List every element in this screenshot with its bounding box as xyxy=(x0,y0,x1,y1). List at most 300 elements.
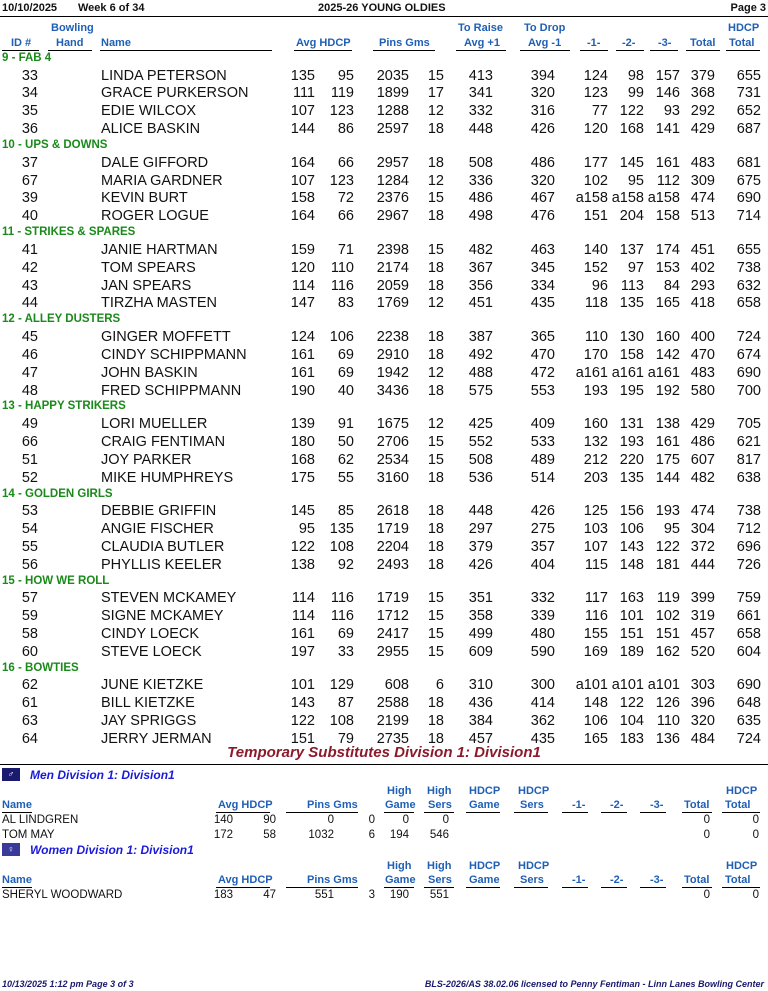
player-row xyxy=(0,383,768,401)
total-score: 474 xyxy=(690,190,715,207)
player-hdcp: 66 xyxy=(337,208,354,225)
game-3-score: 158 xyxy=(655,208,680,225)
player-row xyxy=(0,190,768,208)
player-hdcp: 123 xyxy=(329,172,354,189)
to-raise-value: 448 xyxy=(468,503,493,519)
player-hdcp: 95 xyxy=(337,67,354,84)
player-pins: 2035 xyxy=(376,67,409,84)
to-drop-value: 514 xyxy=(530,469,555,486)
player-name: JERRY JERMAN xyxy=(101,730,212,747)
substitutes-title: Temporary Substitutes Division 1: Division1 xyxy=(227,744,541,761)
game-3-score: 161 xyxy=(655,433,680,450)
hdcp-total-score: 696 xyxy=(736,538,761,555)
player-pins: 2493 xyxy=(376,556,409,573)
game-1-score: 117 xyxy=(584,590,608,607)
player-avg: 143 xyxy=(290,695,315,712)
header-rule xyxy=(286,812,358,813)
player-id: 64 xyxy=(21,730,38,747)
hdcp-total-score: 690 xyxy=(736,677,761,694)
hdcp-total-score: 658 xyxy=(736,295,761,312)
total-score: 292 xyxy=(690,103,715,120)
sub-games: 3 xyxy=(368,889,375,901)
player-id: 51 xyxy=(21,451,38,468)
player-hdcp: 92 xyxy=(337,556,354,573)
total-score: 303 xyxy=(690,677,715,694)
player-games: 18 xyxy=(427,730,444,747)
hdcp-total-score: 655 xyxy=(736,241,761,258)
player-row xyxy=(0,557,768,575)
player-hdcp: 66 xyxy=(337,154,354,171)
player-games: 15 xyxy=(427,643,444,660)
to-drop-value: 470 xyxy=(530,346,555,363)
header-rule xyxy=(424,812,454,813)
to-drop-value: 404 xyxy=(530,556,555,573)
hdcp-total-score: 648 xyxy=(736,695,761,712)
player-avg: 114 xyxy=(291,590,315,607)
game-2-score: a158 xyxy=(611,190,644,207)
game-3-score: 142 xyxy=(655,346,680,363)
player-pins: 2238 xyxy=(376,328,409,345)
hdcp-total-score: 661 xyxy=(736,608,761,624)
game-1-score: 203 xyxy=(583,469,608,486)
player-hdcp: 108 xyxy=(329,538,354,555)
player-id: 52 xyxy=(21,469,38,486)
col-sub-g2: -2- xyxy=(610,799,624,811)
game-2-score: 195 xyxy=(619,382,644,399)
player-row xyxy=(0,121,768,139)
total-score: 483 xyxy=(690,154,715,171)
game-2-score: 135 xyxy=(619,295,644,312)
to-drop-value: 463 xyxy=(530,241,555,258)
player-avg: 164 xyxy=(290,208,315,225)
player-id: 42 xyxy=(21,259,38,276)
game-1-score: 118 xyxy=(584,295,608,312)
player-avg: 95 xyxy=(298,520,315,537)
header-rule xyxy=(2,887,32,888)
sub-name: TOM MAY xyxy=(2,829,55,841)
player-pins: 2199 xyxy=(376,713,409,729)
to-raise-value: 492 xyxy=(468,346,493,363)
col-hdcp-3: HDCP xyxy=(726,785,758,797)
player-pins: 2735 xyxy=(376,730,409,747)
report-header xyxy=(0,0,768,17)
player-row xyxy=(0,295,768,313)
header-rule xyxy=(216,812,270,813)
player-pins: 1712 xyxy=(376,608,409,624)
player-avg: 161 xyxy=(290,346,315,363)
col-hdcp-1: HDCP xyxy=(469,785,501,797)
player-avg: 101 xyxy=(290,677,315,694)
col-hdcp-3: HDCP xyxy=(726,860,758,872)
player-name: CINDY LOECK xyxy=(101,625,200,642)
col-to-drop: To Drop xyxy=(524,22,566,34)
player-hdcp: 85 xyxy=(337,503,354,519)
to-drop-value: 365 xyxy=(530,328,555,345)
game-2-score: 183 xyxy=(619,730,644,747)
player-hdcp: 79 xyxy=(337,730,354,747)
col-to-raise: To Raise xyxy=(458,22,504,34)
to-raise-value: 488 xyxy=(468,364,493,381)
player-avg: 138 xyxy=(290,556,315,573)
player-pins: 2618 xyxy=(376,503,409,519)
team-header: 16 - BOWTIES xyxy=(2,661,79,674)
header-rule xyxy=(722,887,760,888)
player-avg: 122 xyxy=(290,713,315,729)
col-hdcp-game: Game xyxy=(469,874,500,886)
player-id: 46 xyxy=(21,346,38,363)
to-raise-value: 499 xyxy=(468,625,493,642)
sub-pins: 1032 xyxy=(308,829,334,841)
header-rule xyxy=(424,887,454,888)
player-pins: 1284 xyxy=(376,172,409,189)
total-score: 482 xyxy=(690,469,715,486)
player-id: 43 xyxy=(21,277,38,294)
total-score: 486 xyxy=(690,433,715,450)
player-row xyxy=(0,208,768,226)
game-2-score: 220 xyxy=(619,451,644,468)
player-pins: 2059 xyxy=(376,277,409,294)
player-hdcp: 40 xyxy=(337,382,354,399)
game-3-score: 141 xyxy=(655,121,680,138)
player-id: 61 xyxy=(21,695,38,712)
col-high-game: Game xyxy=(385,799,416,811)
header-rule xyxy=(682,887,712,888)
player-games: 12 xyxy=(427,364,444,381)
total-score: 320 xyxy=(690,713,715,729)
col-bowling: Bowling xyxy=(51,22,94,34)
to-raise-value: 508 xyxy=(468,154,493,171)
sub-games: 0 xyxy=(368,814,375,826)
to-raise-value: 358 xyxy=(468,608,493,624)
col-sub-total: Total xyxy=(684,799,710,811)
col-high-sers: Sers xyxy=(428,799,452,811)
game-2-score: 130 xyxy=(619,328,644,345)
to-drop-value: 409 xyxy=(530,415,555,432)
player-name: JAN SPEARS xyxy=(101,277,192,294)
player-hdcp: 55 xyxy=(337,469,354,486)
hdcp-total-score: 658 xyxy=(736,625,761,642)
player-row xyxy=(0,695,768,713)
game-3-score: 93 xyxy=(663,103,680,120)
total-score: 513 xyxy=(690,208,715,225)
col-total: Total xyxy=(690,37,716,49)
team-header: 12 - ALLEY DUSTERS xyxy=(2,313,121,326)
player-row xyxy=(0,539,768,557)
to-raise-value: 336 xyxy=(468,172,493,189)
player-avg: 161 xyxy=(290,364,315,381)
to-raise-value: 448 xyxy=(468,121,493,138)
game-1-score: 165 xyxy=(583,730,608,747)
game-2-score: 122 xyxy=(619,103,644,120)
league-title: 2025-26 YOUNG OLDIES xyxy=(318,2,446,14)
player-pins: 1675 xyxy=(376,415,409,432)
to-raise-value: 486 xyxy=(468,190,493,207)
player-hdcp: 69 xyxy=(337,346,354,363)
sub-avg: 183 xyxy=(213,889,233,901)
hdcp-total-score: 635 xyxy=(736,713,761,729)
to-drop-value: 362 xyxy=(530,713,555,729)
hdcp-total-score: 714 xyxy=(736,208,761,225)
game-2-score: a101 xyxy=(611,677,644,694)
col-game-3: -3- xyxy=(658,37,672,49)
game-3-score: 138 xyxy=(655,415,680,432)
hdcp-total-score: 738 xyxy=(736,259,761,276)
player-pins: 3160 xyxy=(376,469,409,486)
total-score: 418 xyxy=(690,295,715,312)
sub-high-sers: 546 xyxy=(429,829,449,841)
player-id: 67 xyxy=(21,172,38,189)
col-avg-minus: Avg -1 xyxy=(528,37,562,49)
player-hdcp: 91 xyxy=(337,415,354,432)
player-pins: 1769 xyxy=(376,295,409,312)
player-pins: 1899 xyxy=(376,85,409,102)
to-raise-value: 482 xyxy=(468,241,493,258)
header-rule xyxy=(466,812,500,813)
player-games: 18 xyxy=(427,469,444,486)
player-games: 15 xyxy=(427,67,444,84)
col-high-1: High xyxy=(387,860,412,872)
to-drop-value: 320 xyxy=(530,172,555,189)
player-name: PHYLLIS KEELER xyxy=(101,556,222,573)
hdcp-total-score: 731 xyxy=(736,85,761,102)
total-score: 309 xyxy=(690,172,715,189)
game-1-score: 212 xyxy=(583,451,608,468)
player-name: DEBBIE GRIFFIN xyxy=(101,503,217,519)
player-pins: 2597 xyxy=(376,121,409,138)
sub-high-sers: 0 xyxy=(442,814,449,826)
to-drop-value: 472 xyxy=(530,364,555,381)
col-hdcp-game: Game xyxy=(469,799,500,811)
player-games: 18 xyxy=(427,121,444,138)
hdcp-total-score: 759 xyxy=(736,590,761,607)
col-sub-g2: -2- xyxy=(610,874,624,886)
player-pins: 2174 xyxy=(376,259,409,276)
player-id: 39 xyxy=(21,190,38,207)
total-score: 304 xyxy=(690,520,715,537)
to-drop-value: 553 xyxy=(530,382,555,399)
sub-high-game: 190 xyxy=(389,889,409,901)
player-row xyxy=(0,677,768,695)
to-drop-value: 320 xyxy=(530,85,555,102)
col-name: Name xyxy=(101,37,131,49)
player-hdcp: 110 xyxy=(330,259,354,276)
sub-hdcp-total: 0 xyxy=(752,814,759,826)
game-2-score: 97 xyxy=(627,259,644,276)
player-hdcp: 116 xyxy=(330,608,354,624)
col-sub-hdcp-total: Total xyxy=(725,799,751,811)
player-avg: 190 xyxy=(290,382,315,399)
col-pins-gms: Pins Gms xyxy=(379,37,430,49)
total-score: 402 xyxy=(690,259,715,276)
player-pins: 2588 xyxy=(376,695,409,712)
player-hdcp: 62 xyxy=(337,451,354,468)
player-name: ANGIE FISCHER xyxy=(101,520,214,537)
player-id: 35 xyxy=(21,103,38,120)
player-name: CRAIG FENTIMAN xyxy=(101,433,226,450)
sub-name: AL LINDGREN xyxy=(2,814,79,826)
player-avg: 120 xyxy=(290,259,315,276)
player-avg: 111 xyxy=(292,85,315,102)
game-2-score: 137 xyxy=(619,241,644,258)
to-raise-value: 356 xyxy=(468,277,493,294)
header-rule xyxy=(384,887,414,888)
hdcp-total-score: 604 xyxy=(736,643,761,660)
game-2-score: 106 xyxy=(619,520,644,537)
player-row xyxy=(0,644,768,662)
sub-hdcp-total: 0 xyxy=(752,889,759,901)
player-games: 15 xyxy=(427,608,444,624)
player-games: 18 xyxy=(427,154,444,171)
player-name: LINDA PETERSON xyxy=(101,67,227,84)
player-row xyxy=(0,470,768,488)
player-games: 18 xyxy=(427,346,444,363)
game-1-score: 110 xyxy=(584,328,608,345)
player-row xyxy=(0,242,768,260)
to-raise-value: 498 xyxy=(468,208,493,225)
player-name: GRACE PURKERSON xyxy=(101,85,249,102)
player-name: JAY SPRIGGS xyxy=(101,713,197,729)
total-score: 444 xyxy=(690,556,715,573)
player-row xyxy=(0,590,768,608)
team-header: 14 - GOLDEN GIRLS xyxy=(2,487,113,500)
player-avg: 197 xyxy=(290,643,315,660)
sub-hdcp-total: 0 xyxy=(752,829,759,841)
team-header: 13 - HAPPY STRIKERS xyxy=(2,400,126,413)
game-2-score: 151 xyxy=(619,625,644,642)
col-hdcp-total: HDCP xyxy=(728,22,760,34)
col-hdcp-total-2: Total xyxy=(729,37,755,49)
header-rule xyxy=(562,812,588,813)
header-rule xyxy=(514,887,548,888)
total-score: 368 xyxy=(690,85,715,102)
hdcp-total-score: 712 xyxy=(736,520,761,537)
player-pins: 2417 xyxy=(376,625,409,642)
game-1-score: a158 xyxy=(575,190,608,207)
division-label: Men Division 1: Division1 xyxy=(30,768,175,782)
player-pins: 2398 xyxy=(376,241,409,258)
total-score: 484 xyxy=(690,730,715,747)
player-hdcp: 119 xyxy=(330,85,354,102)
game-3-score: 160 xyxy=(655,328,680,345)
total-score: 483 xyxy=(690,364,715,381)
game-1-score: a101 xyxy=(575,677,608,694)
hdcp-total-score: 724 xyxy=(736,730,761,747)
header-rule xyxy=(216,887,270,888)
player-hdcp: 50 xyxy=(337,433,354,450)
col-high-sers: Sers xyxy=(428,874,452,886)
player-avg: 135 xyxy=(290,67,315,84)
player-hdcp: 69 xyxy=(337,364,354,381)
player-row xyxy=(0,278,768,296)
player-games: 15 xyxy=(427,451,444,468)
hdcp-total-score: 674 xyxy=(736,346,761,363)
game-2-score: 145 xyxy=(619,154,644,171)
col-hdcp-1: HDCP xyxy=(469,860,501,872)
game-3-score: 122 xyxy=(655,538,680,555)
hdcp-total-score: 690 xyxy=(736,190,761,207)
player-name: ROGER LOGUE xyxy=(101,208,209,225)
to-raise-value: 436 xyxy=(468,695,493,712)
sub-total: 0 xyxy=(703,814,710,826)
player-pins: 3436 xyxy=(376,382,409,399)
header-rule xyxy=(466,887,500,888)
sub-pins: 0 xyxy=(327,814,334,826)
player-avg: 114 xyxy=(291,277,315,294)
to-raise-value: 367 xyxy=(468,259,493,276)
game-2-score: 113 xyxy=(620,277,644,294)
player-games: 15 xyxy=(427,241,444,258)
col-hand: Hand xyxy=(56,37,84,49)
player-row xyxy=(0,260,768,278)
game-1-score: 102 xyxy=(583,172,608,189)
player-id: 45 xyxy=(21,328,38,345)
to-drop-value: 414 xyxy=(530,695,555,712)
game-1-score: 155 xyxy=(583,625,608,642)
col-sub-avg-hdcp: Avg HDCP xyxy=(218,799,273,811)
game-3-score: 126 xyxy=(655,695,680,712)
col-game-1: -1- xyxy=(587,37,601,49)
game-1-score: 151 xyxy=(583,208,608,225)
player-avg: 122 xyxy=(290,538,315,555)
col-sub-pins-gms: Pins Gms xyxy=(307,874,358,886)
col-high-1: High xyxy=(387,785,412,797)
to-drop-value: 533 xyxy=(530,433,555,450)
game-1-score: a161 xyxy=(575,364,608,381)
player-id: 40 xyxy=(21,208,38,225)
to-drop-value: 334 xyxy=(530,277,555,294)
game-3-score: 157 xyxy=(655,67,680,84)
game-3-score: 181 xyxy=(655,556,680,573)
col-sub-total: Total xyxy=(684,874,710,886)
game-1-score: 125 xyxy=(583,503,608,519)
player-pins: 1288 xyxy=(376,103,409,120)
game-2-score: 98 xyxy=(627,67,644,84)
sub-high-sers: 551 xyxy=(429,889,449,901)
player-hdcp: 86 xyxy=(337,121,354,138)
player-hdcp: 116 xyxy=(330,277,354,294)
player-hdcp: 83 xyxy=(337,295,354,312)
sub-high-game: 0 xyxy=(402,814,409,826)
col-avg-plus: Avg +1 xyxy=(464,37,500,49)
to-raise-value: 379 xyxy=(468,538,493,555)
to-raise-value: 310 xyxy=(468,677,493,694)
player-games: 18 xyxy=(427,520,444,537)
game-2-score: 143 xyxy=(619,538,644,555)
game-2-score: 131 xyxy=(619,415,644,432)
game-1-score: 160 xyxy=(583,415,608,432)
player-row xyxy=(0,365,768,383)
player-games: 18 xyxy=(427,277,444,294)
player-id: 44 xyxy=(21,295,38,312)
player-hdcp: 87 xyxy=(337,695,354,712)
player-games: 18 xyxy=(427,382,444,399)
game-1-score: 148 xyxy=(583,695,608,712)
player-id: 60 xyxy=(21,643,38,660)
game-2-score: 104 xyxy=(619,713,644,729)
player-id: 47 xyxy=(21,364,38,381)
col-sub-g3: -3- xyxy=(650,874,664,886)
to-raise-value: 387 xyxy=(468,328,493,345)
game-3-score: 84 xyxy=(663,277,680,294)
to-raise-value: 332 xyxy=(468,103,493,120)
player-row xyxy=(0,434,768,452)
player-id: 62 xyxy=(21,677,38,694)
game-2-score: 122 xyxy=(619,695,644,712)
to-drop-value: 345 xyxy=(530,259,555,276)
player-avg: 164 xyxy=(290,154,315,171)
player-games: 12 xyxy=(427,415,444,432)
hdcp-total-score: 687 xyxy=(736,121,761,138)
